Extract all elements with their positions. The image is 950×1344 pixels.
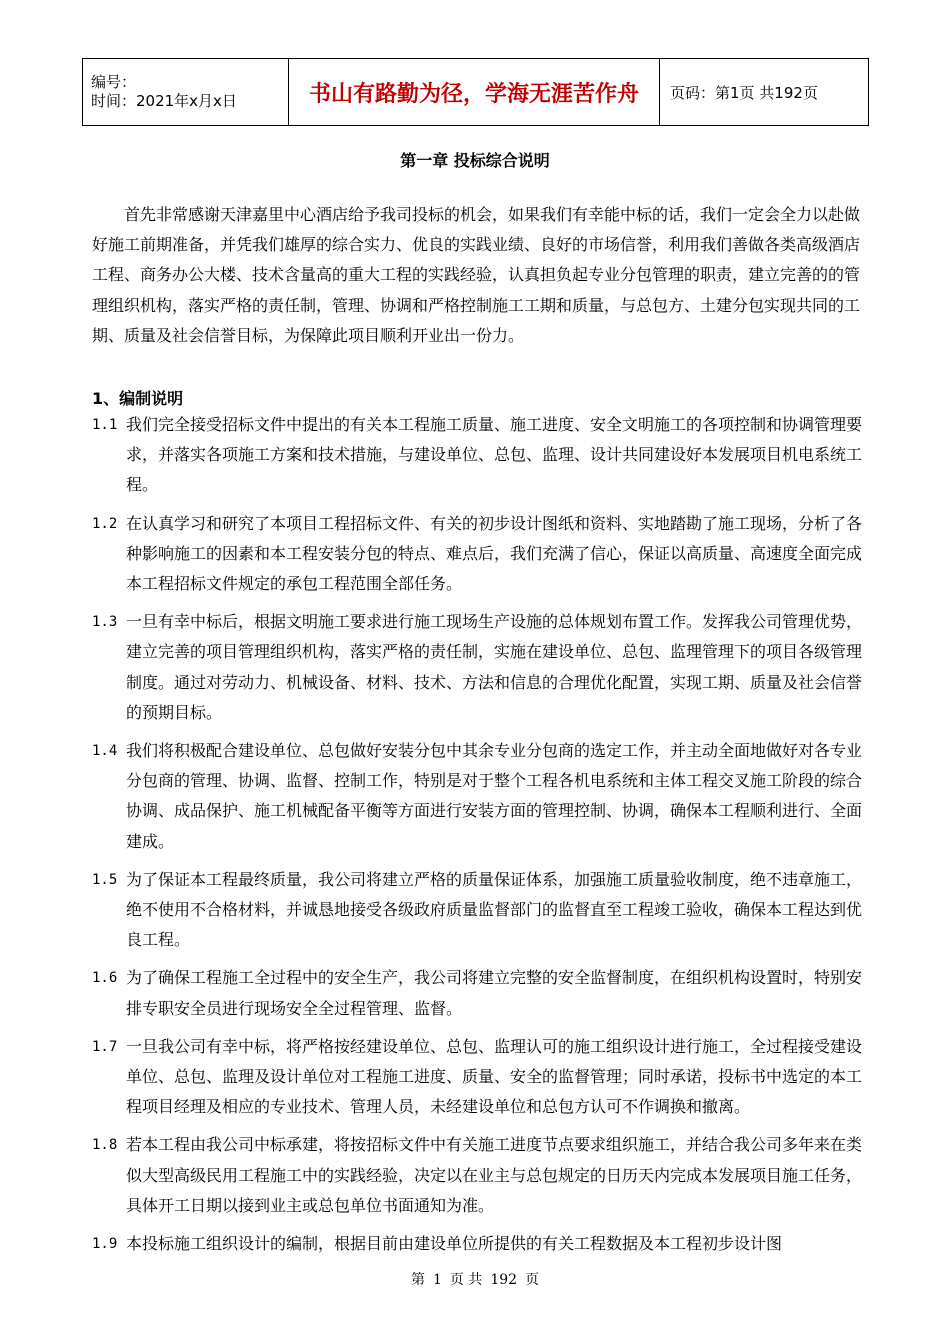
item-text: 为了确保工程施工全过程中的安全生产，我公司将建立完整的安全监督制度，在组织机构设置时，特别安排专职安全员进行现场安全全过程管理、监督。 bbox=[126, 968, 863, 1018]
footer-middle: 页 共 bbox=[449, 1272, 483, 1288]
list-item bbox=[92, 410, 869, 501]
item-number: 1.4 bbox=[92, 743, 118, 760]
item-text: 在认真学习和研究了本项目工程招标文件、有关的初步设计图纸和资料、实地踏勘了施工现场，分析了各种影响施工的因素和本工程安装分包的特点、难点后，我们充满了信心，保证以高质量、高速度全面完成本工程招标文件规定的承包工程范围全部任务。 bbox=[126, 513, 863, 594]
list-item bbox=[92, 963, 869, 1023]
number-label: 编号： bbox=[91, 73, 137, 91]
item-text: 若本工程由我公司中标承建，将按招标文件中有关施工进度节点要求组织施工，并结合我公司多年来在类似大型高级民用工程施工中的实践经验，决定以在业主与总包规定的日历天内完成本发展项目施工任务，具体开工日期以接到业主或总包单位书面通知为准。 bbox=[126, 1135, 863, 1215]
footer-total-pages: 192 bbox=[490, 1272, 518, 1288]
item-number: 1.1 bbox=[92, 417, 118, 433]
item-text: 为了保证本工程最终质量，我公司将建立严格的质量保证体系，加强施工质量验收制度，绝不违章施工，绝不使用不合格材料，并诚恳地接受各级政府质量监督部门的监督直至工程竣工验收，确保本工程达到优良工程。 bbox=[126, 869, 863, 950]
document-header bbox=[82, 58, 869, 126]
item-number: 1.7 bbox=[92, 1038, 118, 1055]
item-number: 1.6 bbox=[92, 970, 118, 987]
time-label: 时间：2021年x月x日 bbox=[91, 92, 237, 110]
list-item bbox=[92, 607, 869, 728]
footer-page-number: 1 bbox=[432, 1272, 442, 1288]
item-text: 一旦有幸中标后，根据文明施工要求进行施工现场生产设施的总体规划布置工作。发挥我公司管理优势，建立完善的项目管理组织机构，落实严格的责任制，实施在建设单位、总包、监理管理下的项目各级管理制度。通过对劳动力、机械设备、材料、技术、方法和信息的合理优化配置，实现工期、质量及社会信誉的预期目标。 bbox=[126, 612, 863, 722]
item-text: 我们完全接受招标文件中提出的有关本工程施工质量、施工进度、安全文明施工的各项控制和协调管理要求，并落实各项施工方案和技术措施，与建设单位、总包、监理、设计共同建设好本发展项目机电系统工程。 bbox=[126, 415, 863, 495]
item-number: 1.9 bbox=[92, 1236, 118, 1253]
list-item bbox=[92, 1229, 869, 1259]
section-title: 1、编制说明 bbox=[92, 389, 184, 408]
item-text: 一旦我公司有幸中标，将严格按经建设单位、总包、监理认可的施工组织设计进行施工，全过程接受建设单位、总包、监理及设计单位对工程施工进度、质量、安全的监督管理；同时承诺，投标书中选定的本工程项目经理及相应的专业技术、管理人员，未经建设单位和总包方认可不作调换和撤离。 bbox=[126, 1036, 863, 1117]
item-number: 1.2 bbox=[92, 515, 118, 532]
item-text: 我们将积极配合建设单位、总包做好安装分包中其余专业分包商的选定工作，并主动全面地做好对各专业分包商的管理、协调、监督、控制工作，特别是对于整个工程各机电系统和主体工程交叉施工阶段的综合协调、成品保护、施工机械配备平衡等方面进行安装方面的管理控制、协调，确保本工程顺利进行、全面建成。 bbox=[126, 741, 863, 851]
header-motto: 书山有路勤为径，学海无涯苦作舟 bbox=[289, 59, 660, 126]
footer-suffix: 页 bbox=[525, 1272, 540, 1288]
header-meta bbox=[83, 59, 289, 126]
header-page-info: 页码：第1页 共192页 bbox=[660, 59, 869, 126]
list-item bbox=[92, 509, 869, 600]
item-number: 1.8 bbox=[92, 1137, 118, 1154]
item-text: 本投标施工组织设计的编制，根据目前由建设单位所提供的有关工程数据及本工程初步设计图 bbox=[126, 1234, 783, 1254]
list-item bbox=[92, 736, 869, 857]
list-item bbox=[92, 1032, 869, 1123]
list-item bbox=[92, 1130, 869, 1221]
list-item bbox=[92, 865, 869, 956]
chapter-title: 第一章 投标综合说明 bbox=[400, 151, 550, 170]
item-number: 1.3 bbox=[92, 614, 118, 631]
page-footer bbox=[0, 1269, 950, 1289]
footer-prefix: 第 bbox=[410, 1272, 425, 1288]
item-list bbox=[92, 410, 869, 1267]
intro-paragraph: 首先非常感谢天津嘉里中心酒店给予我司投标的机会，如果我们有幸能中标的话，我们一定会全力以赴做好施工前期准备，并凭我们雄厚的综合实力、优良的实践业绩、良好的市场信誉，利用我们善做各类高级酒店工程、商务办公大楼、技术含量高的重大工程的实践经验，认真担负起专业分包管理的职责，建立完善的的管理组织机构，落实严格的责任制，管理、协调和严格控制施工工期和质量，与总包方、土建分包实现共同的工期、质量及社会信誉目标，为保障此项目顺利开业出一份力。 bbox=[92, 205, 861, 345]
item-number: 1.5 bbox=[92, 871, 118, 888]
